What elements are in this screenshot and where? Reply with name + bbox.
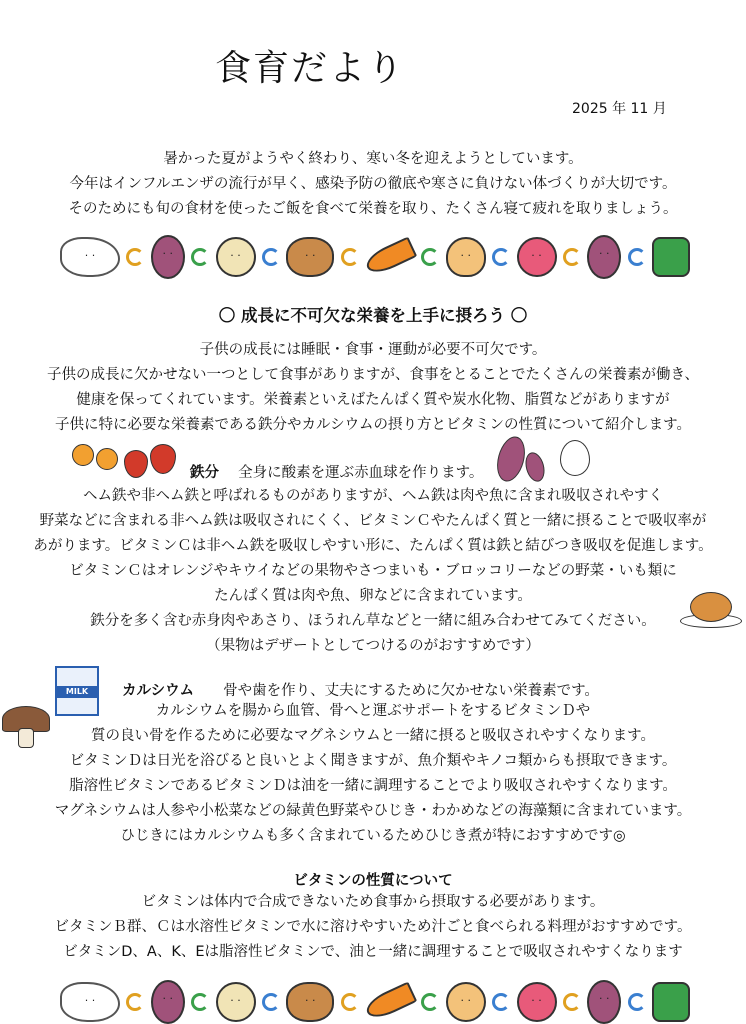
vitamin-body xyxy=(0,890,746,965)
body-line: 脂溶性ビタミンであるビタミンＤは油を一緒に調理することでより吸収されやすくなります。 xyxy=(69,778,677,794)
swirl-icon xyxy=(191,993,209,1011)
vitamin-heading: ビタミンの性質について xyxy=(293,873,453,889)
daikon-icon xyxy=(60,237,120,277)
issue-date: 2025 年 11 月 xyxy=(572,101,667,117)
carrot-icon xyxy=(363,981,418,1022)
intro-line: そのためにも旬の食材を使ったご飯を食べて栄養を取り、たくさん寝て疲れを取りましょう。 xyxy=(68,201,678,217)
body-line: 子供の成長に欠かせない一つとして食事がありますが、食事をとることでたくさんの栄養素が働き、 xyxy=(47,367,699,383)
onion-icon xyxy=(446,982,486,1022)
iron-heading-row xyxy=(190,461,483,486)
vegetable-border-top xyxy=(60,235,690,279)
iron-heading: 鉄分 xyxy=(190,465,219,481)
sweet-potato-characters xyxy=(498,436,598,482)
page-title: 食育だより xyxy=(215,48,406,89)
swirl-icon xyxy=(126,248,144,266)
body-line: ビタミンＢ群、Ｃは水溶性ビタミンで水に溶けやすいため汁ごと食べられる料理がおすすめです。 xyxy=(54,919,692,935)
sweet-potato-icon xyxy=(151,235,185,279)
carrot-icon xyxy=(363,236,418,277)
turnip-icon xyxy=(517,982,557,1022)
body-line: マグネシウムは人参や小松菜などの緑黄色野菜やひじき・わかめなどの海藻類に含まれています。 xyxy=(54,803,692,819)
sweet-potato-icon xyxy=(151,980,185,1024)
swirl-icon xyxy=(126,993,144,1011)
swirl-icon xyxy=(628,993,646,1011)
fruit-illustration xyxy=(72,442,182,478)
body-line: ひじきにはカルシウムも多く含まれているためひじき煮が特におすすめです◎ xyxy=(120,828,626,844)
body-line: 野菜などに含まれる非ヘム鉄は吸収されにくく、ビタミンＣやたんぱく質と一緒に摂ることで吸収率が xyxy=(39,513,707,529)
intro-line: 今年はインフルエンザの流行が早く、感染予防の徹底や寒さに負けない体づくりが大切です。 xyxy=(69,176,677,192)
daikon-icon xyxy=(60,982,120,1022)
swirl-icon xyxy=(492,248,510,266)
swirl-icon xyxy=(262,993,280,1011)
section1-body xyxy=(0,338,746,438)
roast-chicken-icon xyxy=(680,588,742,630)
green-pepper-icon xyxy=(652,982,690,1022)
body-line: （果物はデザートとしてつけるのがおすすめです） xyxy=(206,638,540,654)
body-line: ヘム鉄や非ヘム鉄と呼ばれるものがありますが、ヘム鉄は肉や魚に含まれ吸収されやすく xyxy=(83,488,663,504)
swirl-icon xyxy=(563,248,581,266)
body-line: ビタミンＣはオレンジやキウイなどの果物やさつまいも・ブロッコリーなどの野菜・いも類に xyxy=(69,563,677,579)
swirl-icon xyxy=(421,248,439,266)
lotus-root-icon xyxy=(216,982,256,1022)
calcium-desc: 骨や歯を作り、丈夫にするために欠かせない栄養素です。 xyxy=(223,683,599,699)
swirl-icon xyxy=(421,993,439,1011)
body-line: 子供の成長には睡眠・食事・運動が必要不可欠です。 xyxy=(199,342,547,358)
green-pepper-icon xyxy=(652,237,690,277)
egg-icon xyxy=(560,440,590,476)
lotus-root-icon xyxy=(216,237,256,277)
iron-body xyxy=(0,484,746,659)
swirl-icon xyxy=(341,993,359,1011)
swirl-icon xyxy=(492,993,510,1011)
calcium-body xyxy=(0,699,746,849)
potato-icon xyxy=(286,237,334,277)
body-line: ビタミンＤは日光を浴びると良いとよく聞きますが、魚介類やキノコ類からも摂取できます。 xyxy=(69,753,677,769)
milk-label: MILK xyxy=(57,686,97,698)
swirl-icon xyxy=(563,993,581,1011)
body-line: 質の良い骨を作るために必要なマグネシウムと一緒に摂ると吸収されやすくなります。 xyxy=(90,728,656,744)
swirl-icon xyxy=(191,248,209,266)
calcium-heading: カルシウム xyxy=(122,683,194,699)
iron-desc: 全身に酸素を運ぶ赤血球を作ります。 xyxy=(238,465,484,481)
onion-icon xyxy=(446,237,486,277)
potato-icon xyxy=(286,982,334,1022)
body-line: たんぱく質は肉や魚、卵などに含まれています。 xyxy=(214,588,532,604)
swirl-icon xyxy=(262,248,280,266)
vegetable-border-bottom xyxy=(60,980,690,1024)
swirl-icon xyxy=(341,248,359,266)
body-line: あがります。ビタミンＣは非ヘム鉄を吸収しやすい形に、たんぱく質は鉄と結びつき吸収を促進します。 xyxy=(33,538,713,554)
body-line: 子供に特に必要な栄養素である鉄分やカルシウムの摂り方とビタミンの性質について紹介します。 xyxy=(54,417,692,433)
swirl-icon xyxy=(628,248,646,266)
turnip-icon xyxy=(517,237,557,277)
intro-line: 暑かった夏がようやく終わり、寒い冬を迎えようとしています。 xyxy=(163,151,583,167)
body-line: 鉄分を多く含む赤身肉やあさり、ほうれん草などと一緒に組み合わせてみてください。 xyxy=(90,613,656,629)
body-line: 健康を保ってくれています。栄養素といえばたんぱく質や炭水化物、脂質などがありますが xyxy=(76,392,670,408)
body-line: カルシウムを腸から血管、骨へと運ぶサポートをするビタミンＤや xyxy=(155,703,591,719)
section-heading: 〇 成長に不可欠な栄養を上手に摂ろう 〇 xyxy=(218,306,528,325)
body-line: ビタミンD、A、K、Eは脂溶性ビタミンで、油と一緒に調理することで吸収されやすくなります xyxy=(63,944,683,960)
sweet-potato-icon xyxy=(587,235,621,279)
sweet-potato-icon xyxy=(587,980,621,1024)
intro-text xyxy=(0,147,746,222)
body-line: ビタミンは体内で合成できないため食事から摂取する必要があります。 xyxy=(141,894,605,910)
